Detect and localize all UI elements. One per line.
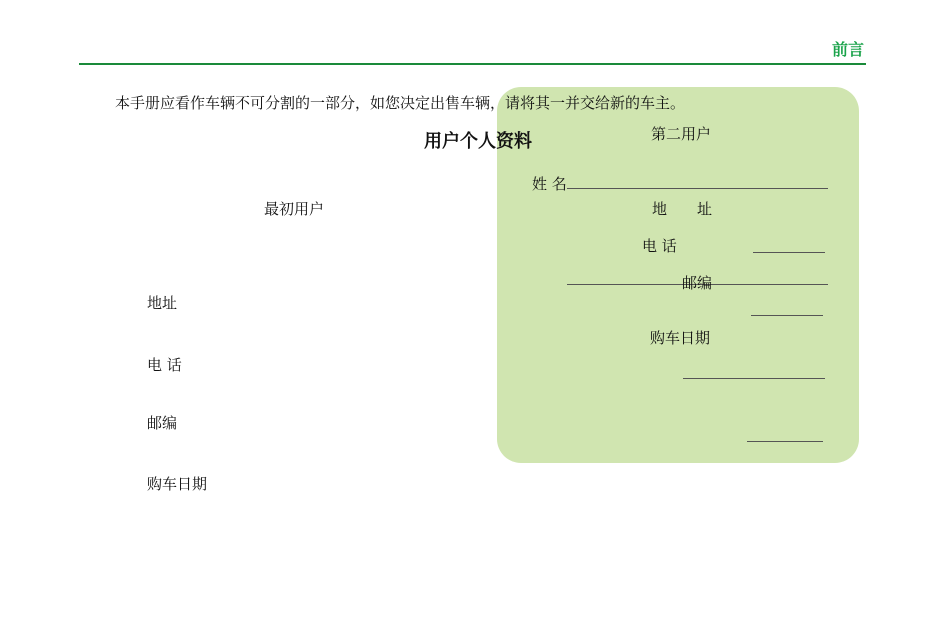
second-user-extra-line — [747, 441, 823, 442]
first-user-purchase-date-label: 购车日期 — [147, 475, 208, 493]
second-user-postcode-label: 邮编 — [682, 274, 713, 292]
page-header-title: 前言 — [831, 40, 864, 59]
header-divider — [79, 63, 866, 65]
second-user-phone-label: 电 话 — [642, 237, 677, 255]
first-user-postcode-label: 邮编 — [147, 414, 178, 432]
second-user-name-label: 姓 名 — [532, 175, 567, 193]
second-user-purchase-date-label: 购车日期 — [650, 329, 711, 347]
form-title: 用户个人资料 — [424, 131, 532, 152]
first-user-address-label: 地址 — [147, 294, 178, 312]
second-user-phone-line — [753, 252, 825, 253]
first-user-heading: 最初用户 — [264, 200, 325, 218]
second-user-purchase-date-line — [683, 378, 825, 379]
second-user-postcode-line — [751, 315, 823, 316]
second-user-heading: 第二用户 — [651, 125, 712, 143]
intro-paragraph: 本手册应看作车辆不可分割的一部分，如您决定出售车辆，请将其一并交给新的车主。 — [115, 94, 686, 112]
first-user-phone-label: 电 话 — [147, 356, 182, 374]
second-user-name-line — [567, 188, 828, 189]
second-user-address-label: 地 址 — [652, 200, 713, 218]
